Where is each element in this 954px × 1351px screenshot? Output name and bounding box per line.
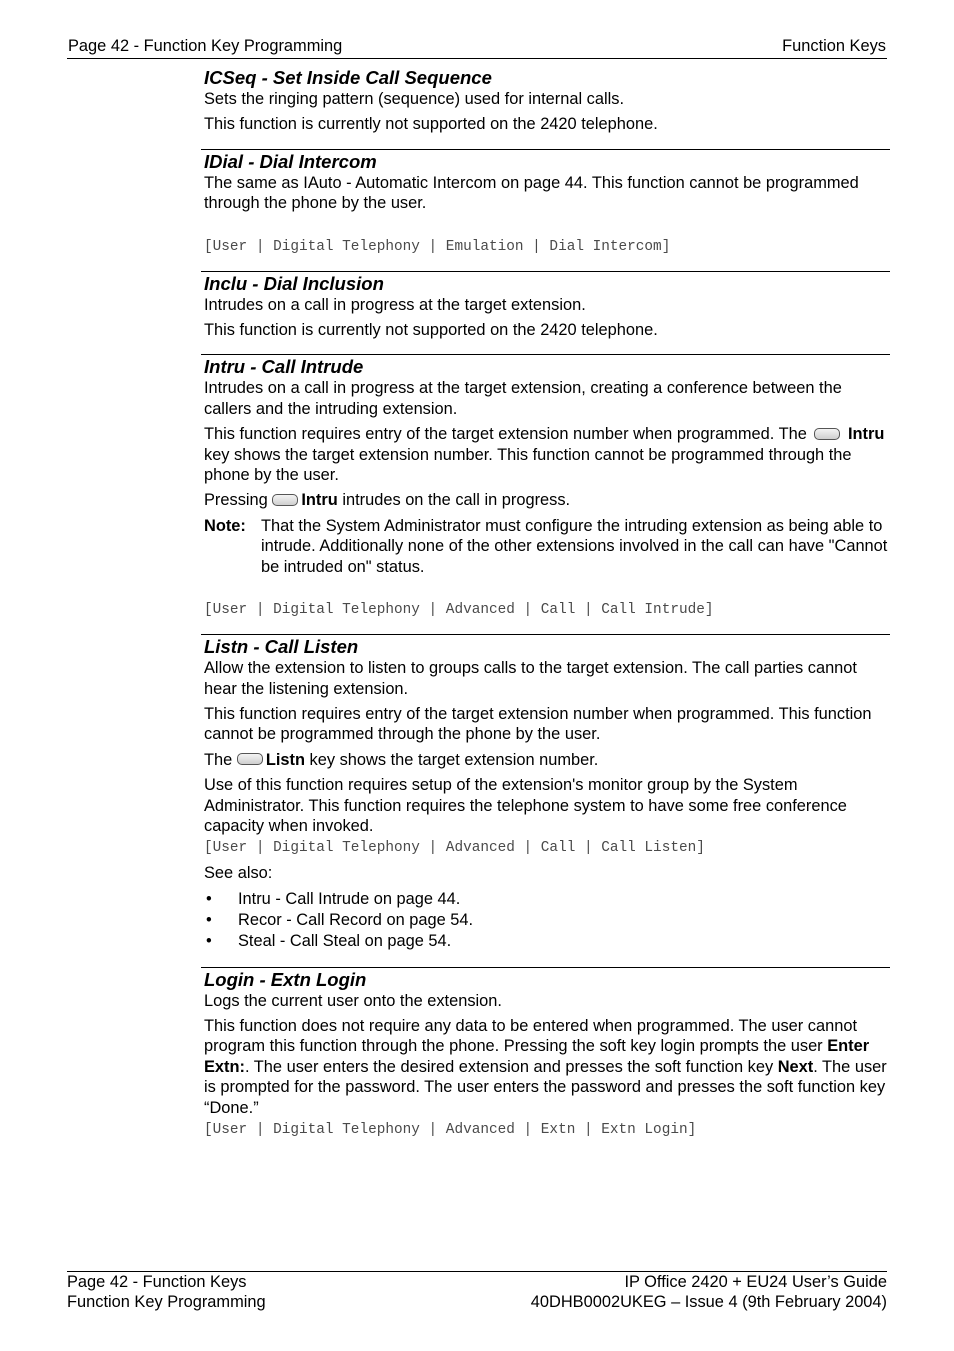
text: Pressing [204,491,268,510]
config-path: [User | Digital Telephony | Emulation | Dial Intercom] [204,238,671,255]
footer-left-2: Function Key Programming [67,1293,266,1311]
text: This function requires entry of the target extension number when programmed. The [204,425,807,444]
section-title: ICSeq - Set Inside Call Sequence [204,67,492,88]
section-title: Listn - Call Listen [204,636,359,658]
see-also-list [204,889,890,953]
paragraph: Intrudes on a call in progress at the target extension. [204,295,586,314]
page-header [67,36,887,59]
config-path: [User | Digital Telephony | Advanced | Call | Call Intrude] [204,602,714,619]
paragraph [204,490,890,510]
section-title: Intru - Call Intrude [204,356,364,378]
note [204,516,890,577]
key-label: Intru [847,425,885,444]
text: This function does not require any data to be entered when programmed. The user cannot program this function through the phone. Pressing the soft key login prompts the user [204,1017,857,1056]
section-login [201,967,890,1140]
config-path: [User | Digital Telephony | Advanced | Extn | Extn Login] [204,1122,697,1139]
paragraph [204,424,890,485]
bold-text: Next [777,1057,814,1076]
text: intrudes on the call in progress. [342,491,571,510]
list-item: • Recor - Call Record on page 54. [206,911,474,930]
paragraph: Allow the extension to listen to groups calls to the target extension. The call parties cannot hear the listening extension. [204,659,857,698]
soft-key-icon [272,494,298,506]
text: . The user enters the desired extension and presses the soft function key [244,1057,774,1076]
section-title: IDial - Dial Intercom [204,150,377,172]
paragraph: Logs the current user onto the extension. [204,991,502,1010]
footer-right-2: 40DHB0002UKEG – Issue 4 (9th February 2004) [530,1293,887,1311]
list-item: • Steal - Call Steal on page 54. [206,932,452,951]
note-text: That the System Administrator must configure the intruding extension as being able to intrude. Additionally none of the other extensions involved in the call can have "Cannot be intruded on" status. [261,516,888,576]
key-label: Intru [301,491,338,510]
text: The [204,750,233,769]
text: . The user is prompted for the password. The user enters the password and presses the soft function key “Done.” [204,1057,887,1117]
soft-key-icon [814,428,840,440]
paragraph: This function is currently not supported on the 2420 telephone. [204,321,658,340]
section-listn [201,634,890,953]
document-body [204,67,890,1145]
paragraph [204,1016,890,1118]
paragraph: This function is currently not supported on the 2420 telephone. [204,115,658,134]
text: key shows the target extension number. [309,750,599,769]
section-icseq [204,67,890,135]
paragraph: Intrudes on a call in progress at the target extension, creating a conference between the callers and the intruding extension. [204,379,842,418]
bold-text: Enter Extn: [204,1037,870,1076]
see-also-label: See also: [204,864,273,883]
footer-right-1: IP Office 2420 + EU24 User’s Guide [624,1273,887,1291]
paragraph: Use of this function requires setup of the extension's monitor group by the System Administrator. This function requires the telephone system to have some free conference capacity when invoked. [204,776,847,835]
header-right: Function Keys [782,37,886,55]
text: key shows the target extension number. This function cannot be programmed through the phone by the user. [204,445,852,485]
paragraph [204,750,890,770]
section-title: Login - Extn Login [204,968,367,990]
paragraph: This function requires entry of the target extension number when programmed. This function cannot be programmed through the phone by the user. [204,704,872,744]
key-label: Listn [265,750,305,769]
header-left: Page 42 - Function Key Programming [68,37,343,55]
section-intru [201,354,890,620]
page-footer [67,1271,887,1312]
section-title: Inclu - Dial Inclusion [204,272,384,294]
paragraph: Sets the ringing pattern (sequence) used for internal calls. [204,90,625,108]
section-inclu [201,271,890,341]
footer-left-1: Page 42 - Function Keys [67,1273,247,1291]
soft-key-icon [237,753,263,765]
list-item: • Intru - Call Intrude on page 44. [206,889,461,908]
note-label: Note: [204,516,246,535]
paragraph: The same as IAuto - Automatic Intercom on page 44. This function cannot be programmed through the phone by the user. [204,173,859,213]
section-idial [201,149,890,257]
config-path: [User | Digital Telephony | Advanced | Call | Call Listen] [204,840,705,857]
